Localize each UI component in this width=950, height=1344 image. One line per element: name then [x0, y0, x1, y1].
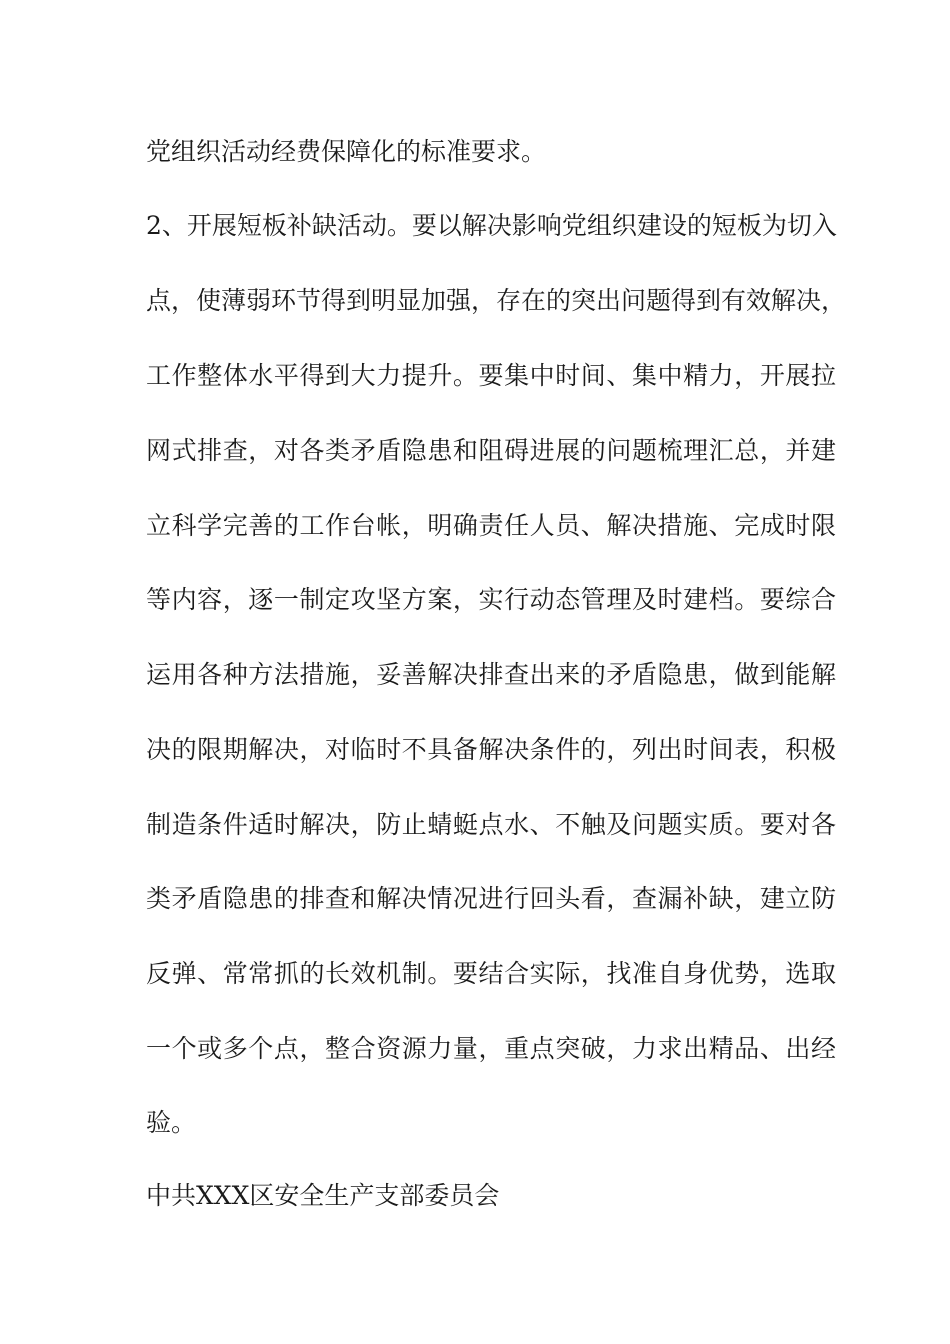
text-line-14: 验。	[146, 1108, 197, 1137]
text-line-13: 一个或多个点，整合资源力量，重点突破，力求出精品、出经	[146, 1034, 836, 1063]
text-line-5: 网式排查，对各类矛盾隐患和阻碍进展的问题梳理汇总，并建	[146, 436, 836, 465]
text-line-10: 制造条件适时解决，防止蜻蜓点水、不触及问题实质。要对各	[146, 810, 836, 839]
signature-line: 中共XXX区安全生产支部委员会	[146, 1181, 500, 1210]
text-line-1: 党组织活动经费保障化的标准要求。	[146, 137, 547, 166]
text-line-8: 运用各种方法措施，妥善解决排查出来的矛盾隐患，做到能解	[146, 660, 836, 689]
text-line-3: 点，使薄弱环节得到明显加强，存在的突出问题得到有效解决，	[146, 286, 847, 315]
text-line-9: 决的限期解决，对临时不具备解决条件的，列出时间表，积极	[146, 735, 836, 764]
text-line-4: 工作整体水平得到大力提升。要集中时间、集中精力，开展拉	[146, 361, 836, 390]
text-line-6: 立科学完善的工作台帐，明确责任人员、解决措施、完成时限	[146, 511, 836, 540]
text-line-12: 反弹、常常抓的长效机制。要结合实际，找准自身优势，选取	[146, 959, 836, 988]
text-line-11: 类矛盾隐患的排查和解决情况进行回头看，查漏补缺，建立防	[146, 884, 836, 913]
text-line-2: 2、开展短板补缺活动。要以解决影响党组织建设的短板为切入	[146, 211, 837, 240]
text-line-7: 等内容，逐一制定攻坚方案，实行动态管理及时建档。要综合	[146, 585, 836, 614]
